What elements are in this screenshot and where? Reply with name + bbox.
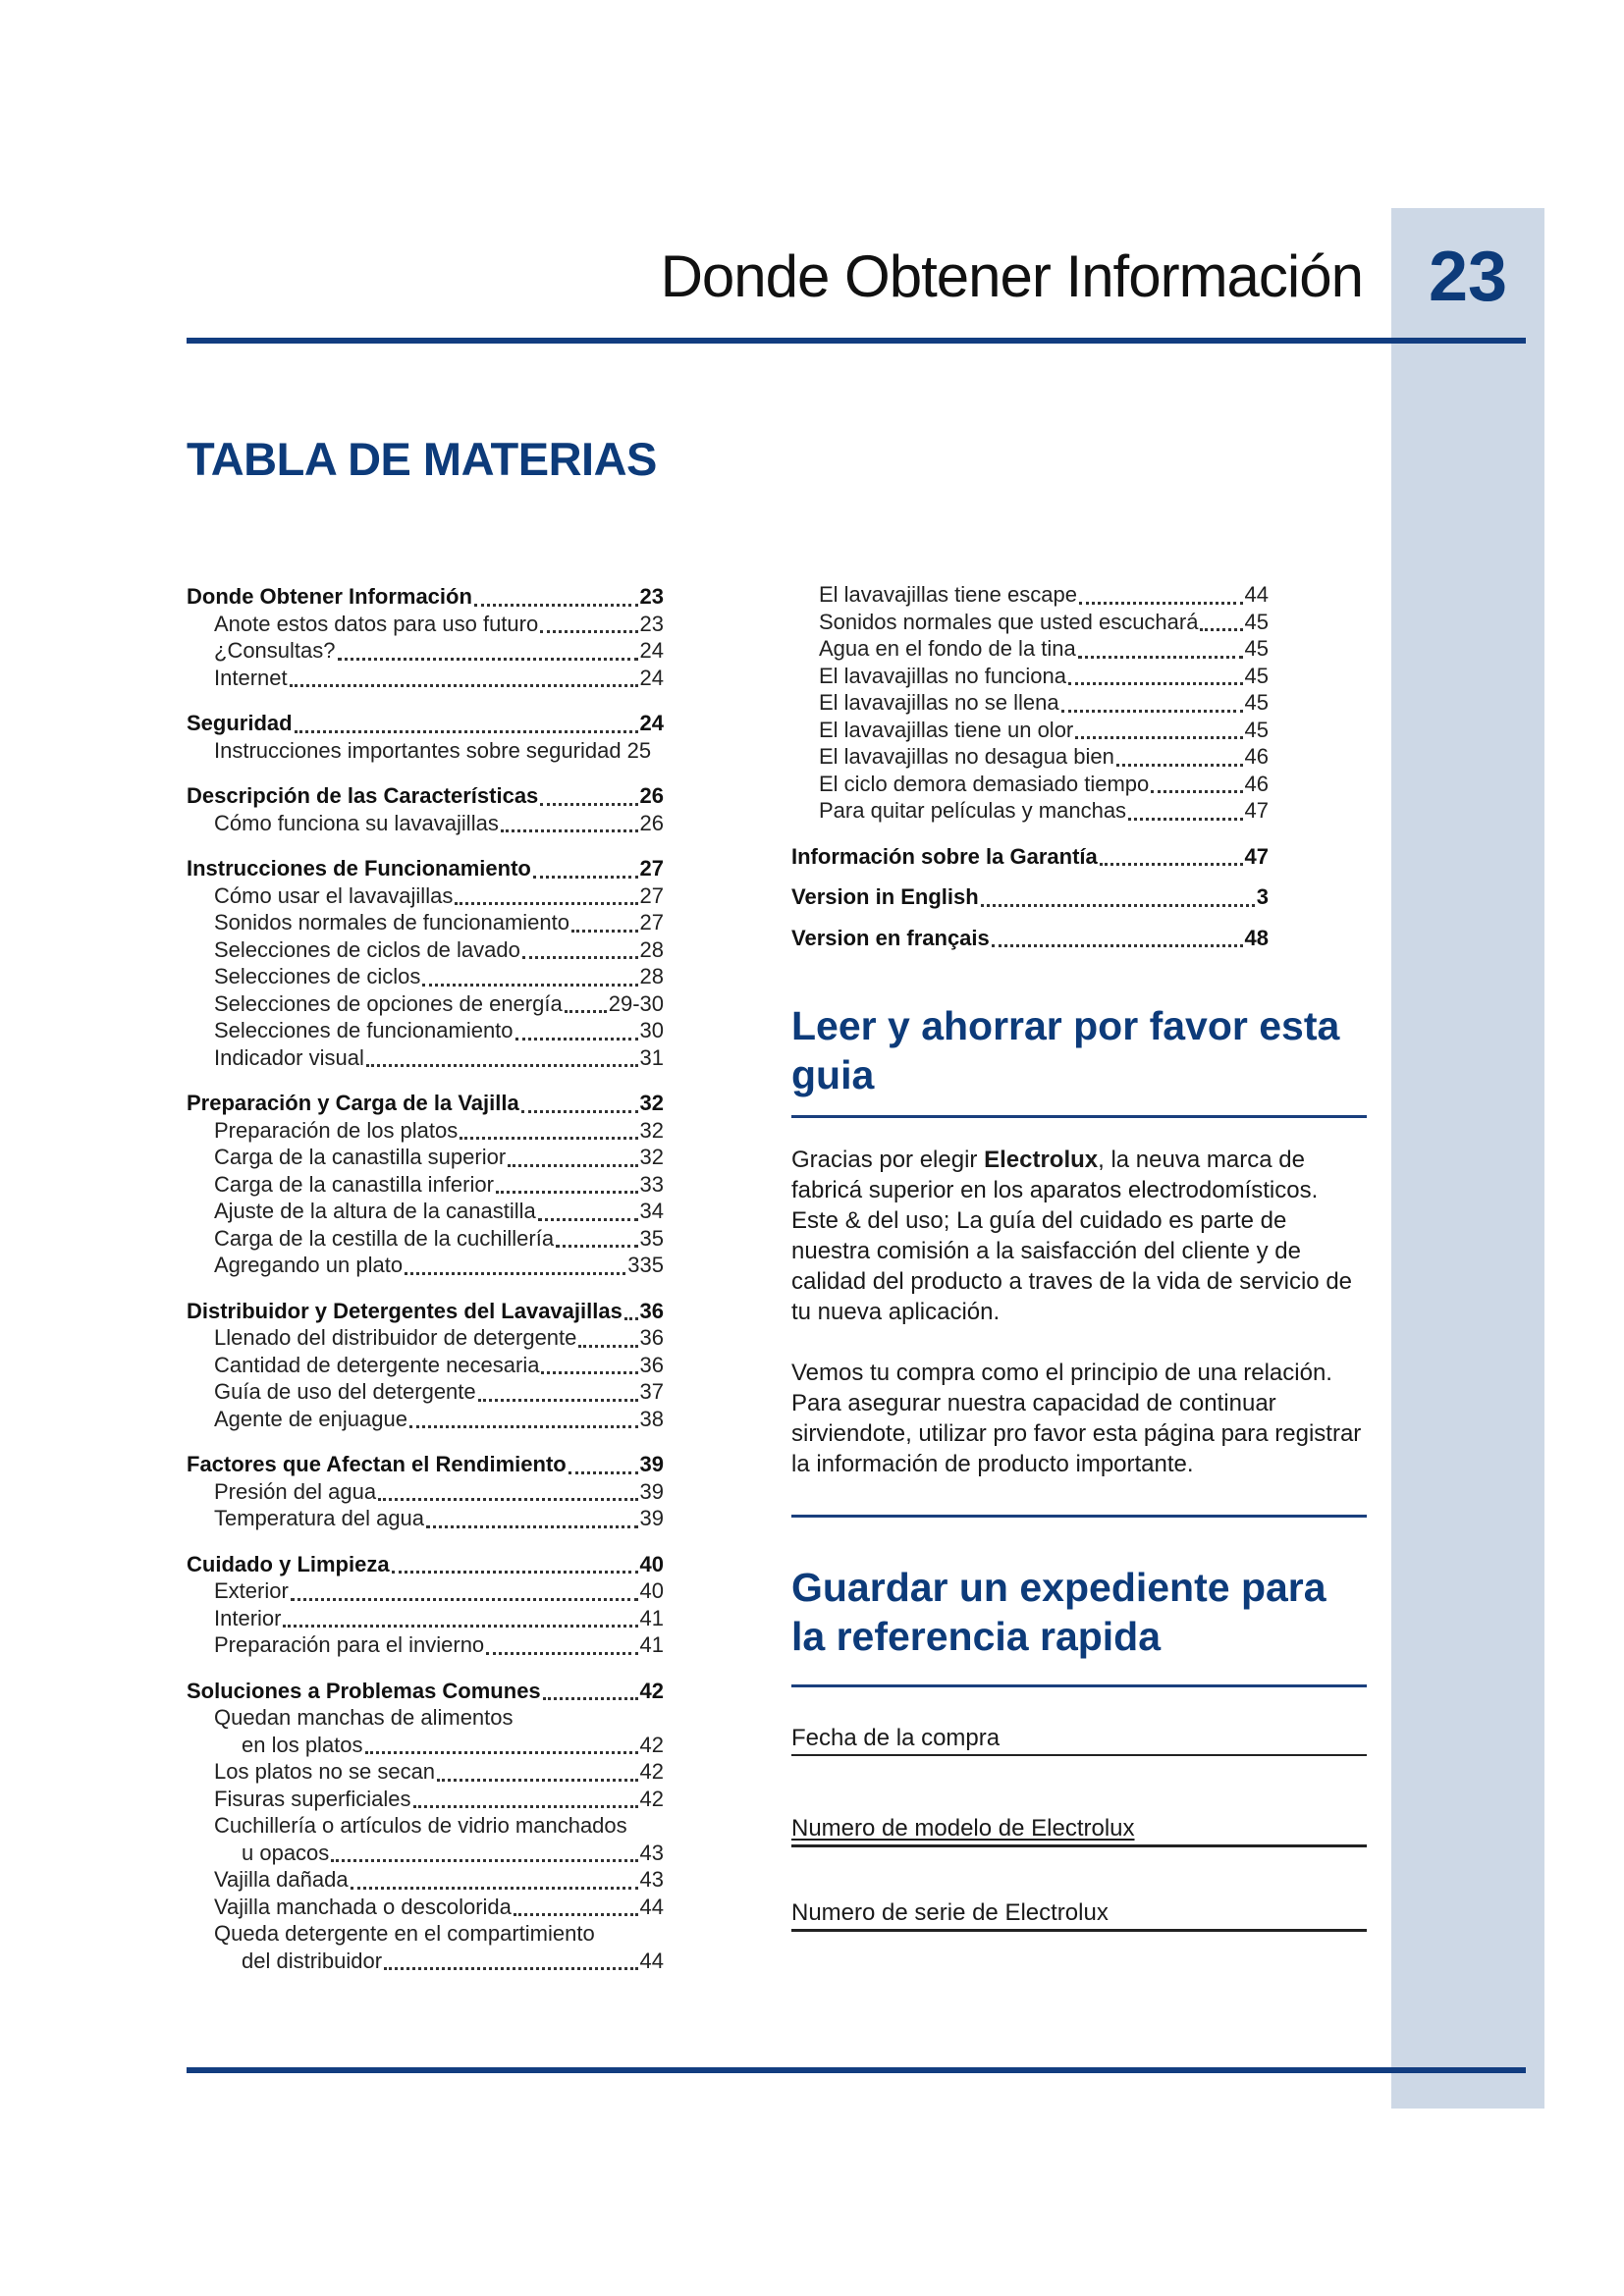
toc-label: Para quitar películas y manchas <box>819 798 1127 823</box>
toc-page-number: 31 <box>639 1044 664 1070</box>
section-divider <box>791 1515 1367 1518</box>
toc-label: Version in English <box>791 884 979 909</box>
dot-leader <box>486 1630 637 1655</box>
dot-leader <box>392 1549 638 1574</box>
dot-leader <box>437 1757 637 1782</box>
dot-leader <box>540 781 637 806</box>
toc-label: del distribuidor <box>242 1948 383 1973</box>
dot-leader <box>501 808 638 832</box>
toc-page-number: 44 <box>1244 582 1269 607</box>
toc-page-number: 24 <box>639 665 664 690</box>
toc-section <box>187 1451 664 1532</box>
dot-leader <box>543 1676 638 1700</box>
toc-label: Quedan manchas de alimentos <box>214 1705 514 1730</box>
dot-leader <box>1068 661 1243 685</box>
toc-section-heading[interactable] <box>187 1678 664 1705</box>
dot-leader <box>291 1576 638 1601</box>
dot-leader <box>571 908 638 933</box>
toc-item[interactable] <box>187 1225 664 1253</box>
dot-leader <box>351 1865 638 1890</box>
toc-label: Donde Obtener Información <box>187 584 472 609</box>
purchase-date-field[interactable] <box>791 1723 1367 1756</box>
toc-page-number: 39 <box>639 1506 664 1530</box>
toc-page-number: 3 <box>1256 884 1269 909</box>
toc-item[interactable] <box>187 909 664 936</box>
toc-right-column <box>791 581 1269 951</box>
toc-label: ¿Consultas? <box>214 638 336 663</box>
toc-label: Carga de la canastilla inferior <box>214 1171 494 1197</box>
toc-page-number: 46 <box>1244 744 1269 769</box>
toc-label: Cantidad de detergente necesaria <box>214 1352 540 1377</box>
toc-label: El lavavajillas no funciona <box>819 663 1066 688</box>
toc-section <box>791 843 1269 871</box>
toc-page-number: 43 <box>639 1840 664 1865</box>
toc-label: Queda detergente en el compartimiento <box>214 1921 595 1946</box>
toc-page-number: 27 <box>639 882 664 908</box>
toc-page-number: 36 <box>639 1352 664 1377</box>
toc-label: Interior <box>214 1605 282 1630</box>
dot-leader <box>514 1892 638 1916</box>
dot-leader <box>1100 841 1243 866</box>
dot-leader <box>460 1115 637 1140</box>
page-number: 23 <box>1428 238 1508 316</box>
toc-page-number: 35 <box>639 1225 664 1251</box>
dot-leader <box>541 1350 637 1374</box>
toc-label: Guía de uso del detergente <box>214 1379 476 1404</box>
toc-page-number: 32 <box>639 1145 664 1169</box>
dot-leader <box>1079 580 1243 605</box>
toc-page-number: 36 <box>639 1298 664 1323</box>
toc-label: Instrucciones de Funcionamiento <box>187 856 531 881</box>
toc-label: Fisuras superficiales <box>214 1786 411 1811</box>
dot-leader <box>522 934 638 959</box>
side-tab <box>1391 208 1544 2109</box>
toc-page-number: 42 <box>639 1678 664 1703</box>
toc-item[interactable] <box>187 1117 664 1145</box>
header-rule <box>187 338 1526 344</box>
toc-label: Internet <box>214 665 288 690</box>
dot-leader <box>521 1089 638 1113</box>
toc-label: El lavavajillas no desagua bien <box>819 744 1114 769</box>
toc-item[interactable] <box>187 1171 664 1199</box>
toc-label: Ajuste de la altura de la canastilla <box>214 1199 536 1223</box>
dot-leader <box>283 1603 637 1628</box>
toc-label: Instrucciones importantes sobre seguridad 25 <box>214 737 652 763</box>
toc-page-number: 24 <box>639 638 664 663</box>
toc-label: Soluciones a Problemas Comunes <box>187 1678 541 1703</box>
dot-leader <box>496 1169 638 1194</box>
toc-page-number: 45 <box>1244 609 1269 634</box>
toc-item[interactable] <box>187 637 664 665</box>
toc-section <box>187 782 664 836</box>
toc-page-number: 34 <box>639 1199 664 1223</box>
toc-page-number: 32 <box>639 1117 664 1143</box>
toc-label: Agente de enjuague <box>214 1406 407 1431</box>
toc-page-number: 43 <box>639 1867 664 1892</box>
toc-item[interactable] <box>187 1144 664 1171</box>
toc-page-number: 44 <box>639 1948 664 1973</box>
toc-item[interactable] <box>187 1044 664 1072</box>
toc-page-number: 23 <box>639 611 664 636</box>
toc-label: Sonidos normales de funcionamiento <box>214 910 570 934</box>
toc-section <box>791 883 1269 911</box>
toc-title: TABLA DE MATERIAS <box>187 433 657 485</box>
toc-section <box>187 1090 664 1279</box>
toc-label: Cómo usar el lavavajillas <box>214 882 454 908</box>
toc-item[interactable] <box>791 771 1269 798</box>
relationship-paragraph: Vemos tu compra como el principio de una relación. Para asegurar nuestra capacidad de continuar sirviendote, utilizar pro favor esta página para registrar la información de producto importante. <box>791 1360 1362 1477</box>
toc-label: Sonidos normales que usted escuchará <box>819 609 1199 634</box>
read-guide-heading: Leer y ahorrar por favor esta guia <box>791 1003 1340 1097</box>
toc-page-number: 42 <box>639 1786 664 1811</box>
toc-item[interactable] <box>187 1577 664 1605</box>
toc-label: Exterior <box>214 1578 289 1603</box>
toc-item[interactable] <box>187 990 664 1018</box>
toc-label: El lavavajillas no se llena <box>819 690 1059 715</box>
toc-page-number: 28 <box>639 936 664 962</box>
dot-leader <box>578 1323 637 1348</box>
toc-label: Agregando un plato <box>214 1253 404 1277</box>
dot-leader <box>338 636 638 661</box>
toc-section <box>187 1298 664 1433</box>
dot-leader <box>422 962 637 987</box>
dot-leader <box>478 1377 638 1402</box>
toc-label: Los platos no se secan <box>214 1759 436 1784</box>
toc-page-number: 42 <box>639 1759 664 1784</box>
toc-page-number: 27 <box>639 856 664 881</box>
toc-section-heading[interactable] <box>187 710 664 737</box>
toc-section-heading[interactable] <box>187 1451 664 1478</box>
dot-leader <box>405 1251 625 1275</box>
toc-label: El ciclo demora demasiado tiempo <box>819 771 1150 796</box>
toc-label: Información sobre la Garantía <box>791 843 1098 869</box>
toc-item[interactable] <box>187 1324 664 1352</box>
dot-leader <box>981 882 1255 907</box>
toc-page-number: 40 <box>639 1578 664 1603</box>
intro-text-rest: , la neuva marca de fabricá superior en los aparatos electrodomísticos. Este & del uso; La guía del cuidado es parte de nuestra comisión a la saisfacción del cliente y de calidad del producto a traves de la vida de servicio de tu nueva aplicación. <box>791 1147 1353 1325</box>
toc-label: Cómo funciona su lavavajillas <box>214 810 499 835</box>
dot-leader <box>426 1504 637 1528</box>
dot-leader <box>384 1946 637 1970</box>
toc-page-number: 335 <box>627 1253 664 1277</box>
toc-item[interactable] <box>187 1605 664 1632</box>
toc-page-number: 26 <box>639 783 664 808</box>
model-number-label: Numero de modelo de Electrolux <box>791 1815 1135 1842</box>
quick-reference-heading: Guardar un expediente para la referencia rapida <box>791 1565 1326 1659</box>
dot-leader <box>508 1143 637 1167</box>
toc-item[interactable] <box>187 1786 664 1813</box>
toc-page-number: 45 <box>1244 690 1269 715</box>
toc-item[interactable] <box>187 1017 664 1044</box>
toc-page-number: 45 <box>1244 636 1269 661</box>
toc-item[interactable] <box>187 611 664 638</box>
toc-item[interactable] <box>791 797 1269 825</box>
toc-item[interactable] <box>187 1352 664 1379</box>
toc-section-heading[interactable] <box>187 1298 664 1325</box>
toc-section <box>187 710 664 764</box>
toc-page-number: 42 <box>639 1732 664 1757</box>
toc-page-number: 48 <box>1244 925 1269 950</box>
toc-section <box>187 1678 664 1975</box>
toc-label: Descripción de las Características <box>187 783 539 808</box>
toc-section <box>791 925 1269 952</box>
toc-item[interactable] <box>187 1252 664 1279</box>
toc-label: Distribuidor y Detergentes del Lavavajillas <box>187 1298 623 1323</box>
toc-section-heading[interactable] <box>791 843 1269 871</box>
toc-item[interactable] <box>187 1812 664 1840</box>
toc-label: Selecciones de opciones de energía <box>214 990 563 1016</box>
toc-item[interactable] <box>791 717 1269 744</box>
toc-item[interactable] <box>187 1840 664 1867</box>
toc-label: Indicador visual <box>214 1044 364 1070</box>
toc-label: Temperatura del agua <box>214 1506 425 1530</box>
toc-page-number: 41 <box>639 1632 664 1657</box>
toc-label: El lavavajillas tiene un olor <box>819 717 1074 742</box>
dot-leader <box>556 1223 637 1248</box>
dot-leader <box>538 1197 638 1221</box>
dot-leader <box>515 1016 638 1041</box>
toc-label: Preparación y Carga de la Vajilla <box>187 1091 519 1115</box>
toc-page-number: 41 <box>639 1605 664 1630</box>
brand-name: Electrolux <box>984 1147 1099 1173</box>
toc-label: Cuchillería o artículos de vidrio manchados <box>214 1813 627 1838</box>
dot-leader <box>540 609 637 633</box>
toc-page-number: 47 <box>1244 798 1269 823</box>
dot-leader <box>365 1730 638 1754</box>
toc-section-heading[interactable] <box>791 925 1269 952</box>
toc-label: Agua en el fondo de la tina <box>819 636 1076 661</box>
dot-leader <box>1078 634 1243 659</box>
toc-label: Factores que Afectan el Rendimiento <box>187 1452 567 1476</box>
toc-label: Cuidado y Limpieza <box>187 1551 390 1576</box>
dot-leader <box>331 1838 637 1862</box>
dot-leader <box>290 663 638 687</box>
toc-item[interactable] <box>187 737 664 765</box>
toc-page-number: 46 <box>1244 771 1269 796</box>
toc-item[interactable] <box>187 1704 664 1732</box>
dot-leader <box>568 1450 638 1474</box>
toc-item[interactable] <box>187 1866 664 1894</box>
toc-page-number: 38 <box>639 1406 664 1431</box>
dot-leader <box>1061 688 1243 713</box>
purchase-date-label: Fecha de la compra <box>791 1725 1001 1751</box>
toc-item[interactable] <box>187 1198 664 1225</box>
toc-item[interactable] <box>791 609 1269 636</box>
toc-section-heading[interactable] <box>791 883 1269 911</box>
toc-page-number: 33 <box>639 1171 664 1197</box>
dot-leader <box>1116 742 1243 767</box>
dot-leader <box>533 854 638 879</box>
dot-leader <box>1200 607 1242 631</box>
toc-page-number: 23 <box>639 584 664 609</box>
toc-label: Carga de la cestilla de la cuchillería <box>214 1225 555 1251</box>
toc-item[interactable] <box>187 936 664 964</box>
dot-leader <box>295 709 638 733</box>
toc-section-heading[interactable] <box>187 1090 664 1117</box>
dot-leader <box>413 1784 638 1808</box>
toc-item[interactable] <box>187 810 664 837</box>
dot-leader <box>624 1296 638 1320</box>
toc-page-number: 39 <box>639 1452 664 1476</box>
toc-label: Version en français <box>791 925 990 950</box>
toc-item[interactable] <box>791 635 1269 663</box>
toc-item[interactable] <box>187 882 664 910</box>
toc-section-heading[interactable] <box>187 855 664 882</box>
toc-section-heading[interactable] <box>187 583 664 611</box>
toc-item[interactable] <box>187 1948 664 1975</box>
toc-item[interactable] <box>187 1478 664 1506</box>
footer-rule <box>187 2067 1526 2073</box>
toc-label: Selecciones de funcionamiento <box>214 1018 514 1042</box>
toc-page-number: 29-30 <box>608 990 664 1016</box>
toc-item[interactable] <box>187 665 664 692</box>
toc-label: en los platos <box>242 1732 363 1757</box>
intro-text: Gracias por elegir <box>791 1147 985 1173</box>
toc-section <box>791 581 1269 825</box>
section-divider <box>791 1684 1367 1687</box>
toc-item[interactable] <box>187 1378 664 1406</box>
toc-page-number: 26 <box>639 810 664 835</box>
toc-label: u opacos <box>242 1840 330 1865</box>
toc-page-number: 32 <box>639 1091 664 1115</box>
dot-leader <box>378 1476 637 1501</box>
toc-label: Vajilla manchada o descolorida <box>214 1894 512 1919</box>
toc-item[interactable] <box>187 1631 664 1659</box>
serial-number-field[interactable] <box>791 1897 1367 1932</box>
toc-section <box>187 1551 664 1659</box>
toc-page-number: 24 <box>639 711 664 735</box>
toc-page-number: 39 <box>639 1478 664 1504</box>
toc-label: Selecciones de ciclos de lavado <box>214 936 520 962</box>
model-number-field[interactable] <box>791 1813 1367 1847</box>
dot-leader <box>366 1042 638 1067</box>
toc-label: Preparación para el invierno <box>214 1632 485 1657</box>
toc-page-number: 28 <box>639 964 664 988</box>
dot-leader <box>474 582 638 607</box>
page-header-title: Donde Obtener Información <box>660 243 1363 309</box>
serial-number-label: Numero de serie de Electrolux <box>791 1899 1109 1926</box>
toc-item[interactable] <box>791 581 1269 609</box>
toc-label: Anote estos datos para uso futuro <box>214 611 539 636</box>
toc-section-heading[interactable] <box>187 782 664 810</box>
toc-item[interactable] <box>791 689 1269 717</box>
toc-label: Llenado del distribuidor de detergente <box>214 1325 577 1350</box>
section-divider <box>791 1115 1367 1118</box>
toc-item[interactable] <box>187 963 664 990</box>
toc-left-column <box>187 583 664 1993</box>
toc-page-number: 37 <box>639 1379 664 1404</box>
toc-item[interactable] <box>187 1732 664 1759</box>
intro-paragraph <box>791 1145 1367 1327</box>
toc-page-number: 30 <box>639 1018 664 1042</box>
toc-item[interactable] <box>187 1894 664 1921</box>
toc-section <box>187 583 664 691</box>
toc-page-number: 40 <box>639 1551 664 1576</box>
toc-label: Selecciones de ciclos <box>214 964 421 988</box>
dot-leader <box>1128 796 1242 821</box>
toc-label: Preparación de los platos <box>214 1117 459 1143</box>
toc-label: Vajilla dañada <box>214 1867 349 1892</box>
dot-leader <box>1151 769 1242 793</box>
toc-page-number: 44 <box>639 1894 664 1919</box>
toc-label: El lavavajillas tiene escape <box>819 582 1077 607</box>
toc-item[interactable] <box>187 1505 664 1532</box>
toc-section-heading[interactable] <box>187 1551 664 1578</box>
dot-leader <box>565 988 607 1013</box>
toc-item[interactable] <box>187 1406 664 1433</box>
toc-item[interactable] <box>187 1758 664 1786</box>
dot-leader <box>1075 715 1242 739</box>
toc-item[interactable] <box>791 663 1269 690</box>
toc-section <box>187 855 664 1071</box>
dot-leader <box>409 1404 638 1428</box>
toc-page-number: 27 <box>639 910 664 934</box>
dot-leader <box>992 923 1243 947</box>
toc-item[interactable] <box>187 1920 664 1948</box>
toc-page-number: 47 <box>1244 843 1269 869</box>
toc-page-number: 45 <box>1244 663 1269 688</box>
dot-leader <box>455 881 637 905</box>
toc-item[interactable] <box>791 743 1269 771</box>
toc-page-number: 36 <box>639 1325 664 1350</box>
toc-label: Carga de la canastilla superior <box>214 1145 507 1169</box>
toc-page-number: 45 <box>1244 717 1269 742</box>
toc-label: Seguridad <box>187 711 293 735</box>
toc-label: Presión del agua <box>214 1478 377 1504</box>
